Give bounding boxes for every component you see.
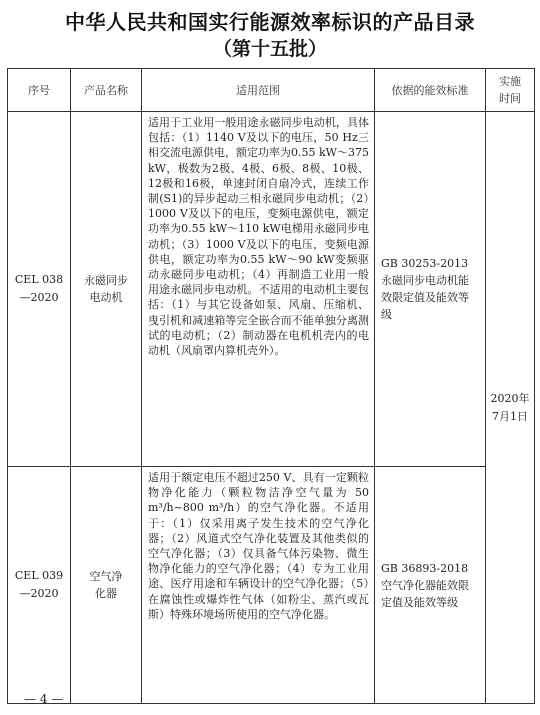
header-serial: 序号 [8,69,71,112]
row-product-name: 空气净 化器 [71,467,142,704]
implementation-date: 2020年 7月1日 [486,112,535,704]
header-product-name: 产品名称 [71,69,142,112]
header-implementation-time: 实施 时间 [486,69,535,112]
row-scope: 适用于工业用一般用途永磁同步电动机，具体包括：（1）1140 V及以下的电压，50 Hz三相交流电源供电，额定功率为0.55 kW～375 kW，极数为2极、4极、6极、8极、10极、12极和16极，单速封闭自扇冷式，连续工作制(S1)的异步起动三相永磁同步电动机；（2）1000 V及以下的电压，变频电源供电，额定功率为0.55 kW～110 kW电梯用永磁同步电动机；（3）1000 V及以下的电压，变频电源供电，额定功率为0.55 kW～90 kW变频驱动永磁同步电动机；（4）再制造工业用一般用途永磁同步电动机。不适用的电动机主要包括：（1）与其它设备如泵、风扇、压缩机、曳引机和减速箱等完全嵌合而不能单独分离测试的电动机；（2）制动器在电机机壳内的电动机（风扇罩内算机壳外）。 [142,112,375,467]
row-standard: GB 36893-2018 空气净化器能效限定值及能效等级 [375,467,486,704]
row-code: CEL 039 —2020 [8,467,71,704]
row-product-name: 永磁同步 电动机 [71,112,142,467]
row-scope: 适用于额定电压不超过250 V、具有一定颗粒物净化能力（颗粒物洁净空气量为 50 m³/h~800 m³/h）的空气净化器。不适用于：（1）仅采用离子发生技术的空气净化器；（2）风道式空气净化装置及其他类似的空气净化器；（3）仅具备气体污染物、微生物净化能力的空气净化器；（4）专为工业用途、医疗用途和车辆设计的空气净化器；（5）在腐蚀性或爆炸性气体（如粉尘、蒸汽或瓦斯）特殊环境场所使用的空气净化器。 [142,467,375,704]
row-code: CEL 038 —2020 [8,112,71,467]
table-row [8,112,535,467]
table-row [8,467,535,704]
table-header-row [8,69,535,112]
document-subtitle: （第十五批） [212,38,327,60]
document-title: 中华人民共和国实行能源效率标识的产品目录 [65,10,475,34]
header-standard: 依据的能效标准 [375,69,486,112]
page-number: — 4 — [24,692,64,706]
product-catalog-table [7,68,535,704]
row-standard: GB 30253-2013 永磁同步电动机能效限定值及能效等级 [375,112,486,467]
header-scope: 适用范围 [142,69,375,112]
